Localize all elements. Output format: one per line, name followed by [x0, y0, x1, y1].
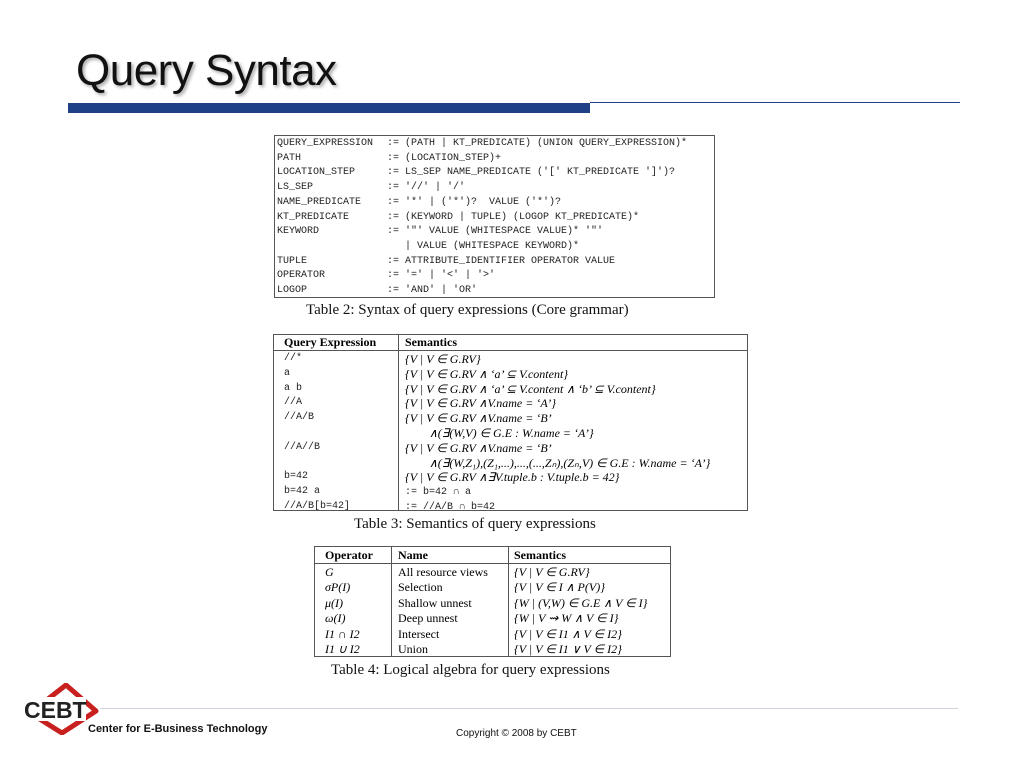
name-cell: Intersect — [398, 626, 440, 641]
title-underline — [590, 102, 960, 103]
table2-caption: Table 2: Syntax of query expressions (Core grammar) — [306, 302, 629, 318]
name-cell: Deep unnest — [398, 611, 458, 626]
syntax-rule: := (PATH | KT_PREDICATE) (UNION QUERY_EXPRESSION)* — [387, 138, 688, 149]
t3-column-rule — [398, 335, 399, 510]
syntax-nonterminal: OPERATOR — [277, 270, 326, 282]
copyright-text: Copyright © 2008 by CEBT — [456, 728, 577, 739]
algebra-semantics-cell: {W | V ⇝ W ∧ V ∈ I} — [514, 611, 619, 626]
t3-header-query: Query Expression — [284, 335, 377, 349]
syntax-rule: := '*' | ('*')? VALUE ('*')? — [387, 196, 562, 208]
semantics-cell: ∧(∃(W,V) ∈ G.E : W.name = ‘A’} — [429, 426, 594, 440]
semantics-cell: {V | V ∈ G.RV ∧∃V.tuple.b : V.tuple.b = 42} — [405, 470, 620, 485]
syntax-rule: := '=' | '<' | '>' — [387, 270, 496, 282]
syntax-table — [274, 135, 715, 298]
slide-title: Query Syntax — [76, 46, 337, 95]
semantics-cell: {V | V ∈ G.RV ∧V.name = ‘B’ — [405, 411, 552, 426]
table4-caption: Table 4: Logical algebra for query expressions — [331, 662, 610, 678]
algebra-table — [314, 546, 671, 657]
syntax-rule: := 'AND' | 'OR' — [387, 285, 478, 296]
syntax-rule: := '//' | '/' — [387, 182, 466, 194]
semantics-cell: ∧(∃(W,Z₁),(Z₁,...),...,(...,Zₙ),(Zₙ,V) ∈ G.E : W.name = ‘A’} — [429, 455, 711, 470]
t4-header-operator: Operator — [325, 548, 373, 562]
algebra-semantics-cell: {V | V ∈ I1 ∧ V ∈ I2} — [514, 626, 622, 641]
query-expression-cell: a — [284, 367, 291, 379]
query-expression-cell: //A//B — [284, 441, 321, 453]
semantics-cell: := //A/B ∩ b=42 — [405, 502, 496, 513]
algebra-semantics-cell: {V | V ∈ I ∧ P(V)} — [514, 580, 606, 595]
semantics-cell: {V | V ∈ G.RV ∧ ‘a’ ⊆ V.content ∧ ‘b’ ⊆ V.content} — [405, 381, 656, 396]
t4-header-name: Name — [398, 548, 428, 562]
query-expression-cell: //A/B[b=42] — [284, 501, 351, 512]
query-expression-cell: //* — [284, 353, 303, 364]
logo-text: CEBT — [24, 697, 87, 723]
semantics-cell: {V | V ∈ G.RV} — [405, 352, 481, 366]
semantics-table — [273, 334, 748, 511]
algebra-semantics-cell: {V | V ∈ I1 ∨ V ∈ I2} — [514, 642, 622, 656]
semantics-cell: {V | V ∈ G.RV ∧V.name = ‘B’ — [405, 440, 552, 455]
syntax-nonterminal: TUPLE — [277, 255, 308, 267]
operator-cell: G — [325, 565, 334, 579]
query-expression-cell: a b — [284, 382, 303, 394]
syntax-rule: := (KEYWORD | TUPLE) (LOGOP KT_PREDICATE)* — [387, 211, 640, 223]
syntax-rule: | VALUE (WHITESPACE KEYWORD)* — [387, 240, 580, 252]
syntax-nonterminal: LOCATION_STEP — [277, 167, 356, 179]
name-cell: Shallow unnest — [398, 595, 472, 610]
syntax-nonterminal: QUERY_EXPRESSION — [277, 138, 374, 149]
syntax-rule: := ATTRIBUTE_IDENTIFIER OPERATOR VALUE — [387, 255, 616, 267]
operator-cell: I1 ∪ I2 — [325, 642, 360, 656]
syntax-nonterminal: KT_PREDICATE — [277, 211, 350, 223]
footer-divider — [100, 708, 958, 709]
t4-header-semantics: Semantics — [514, 548, 566, 562]
query-expression-cell: //A — [284, 397, 303, 409]
t4-column-rule-2 — [508, 547, 509, 656]
operator-cell: σP(I) — [325, 580, 351, 595]
syntax-nonterminal: KEYWORD — [277, 226, 320, 238]
syntax-rule: := (LOCATION_STEP)+ — [387, 152, 502, 164]
operator-cell: ω(I) — [325, 611, 346, 626]
algebra-semantics-cell: {V | V ∈ G.RV} — [514, 565, 590, 579]
query-expression-cell: //A/B — [284, 412, 315, 424]
semantics-cell: {V | V ∈ G.RV ∧ ‘a’ ⊆ V.content} — [405, 366, 569, 381]
query-expression-cell: b=42 — [284, 471, 309, 483]
operator-cell: μ(I) — [325, 595, 344, 610]
semantics-cell: {V | V ∈ G.RV ∧V.name = ‘A’} — [405, 396, 557, 411]
title-accent-bar — [68, 103, 590, 113]
syntax-nonterminal: LOGOP — [277, 285, 308, 296]
name-cell: All resource views — [398, 565, 488, 579]
syntax-rule: := LS_SEP NAME_PREDICATE ('[' KT_PREDICATE ']')? — [387, 167, 676, 179]
organization-name: Center for E-Business Technology — [88, 723, 268, 735]
semantics-cell: := b=42 ∩ a — [405, 487, 472, 499]
query-expression-cell: b=42 a — [284, 486, 321, 498]
t4-column-rule-1 — [391, 547, 392, 656]
syntax-nonterminal: LS_SEP — [277, 182, 314, 194]
syntax-nonterminal: NAME_PREDICATE — [277, 196, 362, 208]
syntax-rule: := '"' VALUE (WHITESPACE VALUE)* '"' — [387, 226, 604, 238]
syntax-nonterminal: PATH — [277, 152, 302, 164]
name-cell: Selection — [398, 580, 443, 595]
algebra-semantics-cell: {W | (V,W) ∈ G.E ∧ V ∈ I} — [514, 595, 648, 610]
table3-caption: Table 3: Semantics of query expressions — [354, 516, 596, 532]
t3-header-semantics: Semantics — [405, 335, 457, 349]
operator-cell: I1 ∩ I2 — [325, 626, 360, 641]
name-cell: Union — [398, 642, 428, 656]
t3-header-rule — [274, 350, 747, 351]
t4-header-rule — [315, 563, 670, 564]
